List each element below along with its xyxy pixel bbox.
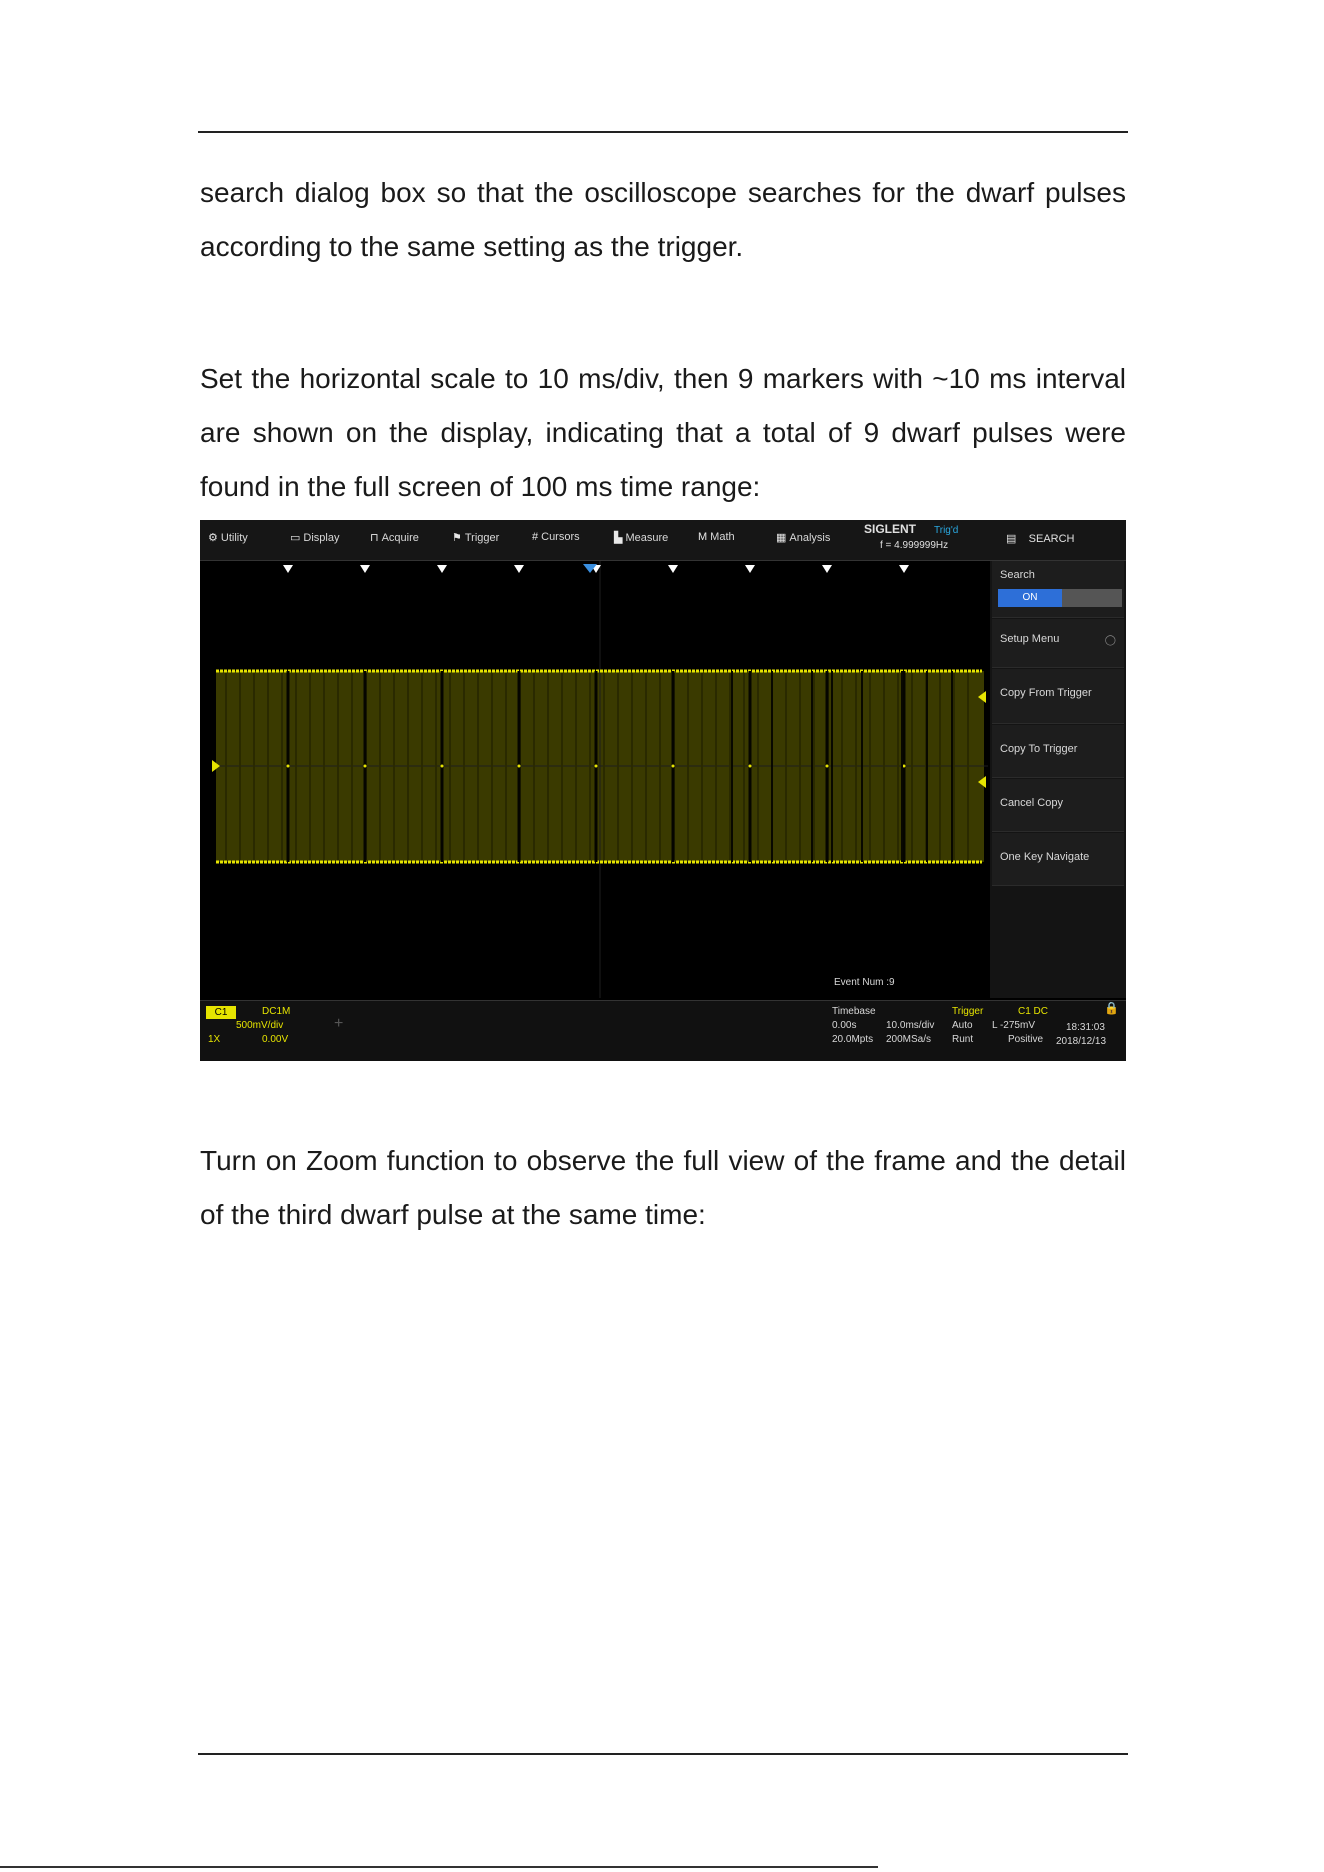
trigger-status: Trig'd [934,525,959,536]
menu-measure[interactable] [614,531,668,544]
channel-offset: 0.00V [262,1034,289,1045]
oscilloscope-screenshot [200,520,1126,1061]
page-bottom-line [0,1866,878,1868]
search-toggle-button[interactable] [992,561,1124,618]
dwarf-pulse-dot [826,765,829,768]
trigger-source: C1 DC [1018,1006,1049,1017]
menu-trigger[interactable] [452,531,499,544]
dwarf-pulse-dot [672,765,675,768]
clock-time: 18:31:03 [1066,1022,1105,1033]
dwarf-pulse-dot [749,765,752,768]
scope-status-bar [200,1000,1126,1061]
timebase-scale: 10.0ms/div [886,1020,935,1031]
menu-cursors-label: Cursors [541,531,580,543]
header-rule [198,131,1128,133]
search-panel-title [1006,532,1074,545]
menu-math-label: Math [710,531,735,543]
copy-to-trigger-label: Copy To Trigger [1000,743,1078,755]
setup-menu-label: Setup Menu [1000,633,1060,645]
menu-display[interactable] [290,531,339,544]
trigger-level: L -275mV [992,1020,1035,1031]
trigger-label: Trigger [952,1006,984,1017]
paragraph-3-line-1: Turn on Zoom function to observe the full view of the frame and the detail [200,1145,1126,1176]
dwarf-pulse-dot [364,765,367,768]
one-key-navigate-label: One Key Navigate [1000,851,1090,863]
search-marker-icon [437,565,447,573]
menu-trigger-label: Trigger [464,532,500,544]
menu-display-label: Display [303,532,340,544]
cursors-icon: # [532,531,539,543]
trigger-mode: Auto [952,1020,973,1031]
copy-from-trigger-label: Copy From Trigger [1000,687,1092,699]
search-marker-icon [283,565,293,573]
search-toggle-label: Search [1000,569,1035,581]
scope-top-menu-bar [200,520,1126,561]
timebase-memory: 20.0Mpts [832,1034,874,1045]
copy-from-trigger-button[interactable] [992,669,1124,724]
timebase-delay: 0.00s [832,1020,857,1031]
menu-acquire-label: Acquire [381,532,419,544]
paragraph-2 [200,352,1126,514]
search-side-menu [990,561,1126,998]
menu-measure-label: Measure [625,532,669,544]
knob-icon: ◯ [1104,635,1116,646]
paragraph-2-line-1: Set the horizontal scale to 10 ms/div, then 9 markers with ~10 ms interval [200,363,1126,394]
gear-icon: ⚙ [208,532,218,544]
channel-coupling: DC1M [262,1006,291,1017]
paragraph-1-line-1: search dialog box so that the oscilloscope searches for the dwarf pulses [200,177,1126,208]
search-marker-icon [822,565,832,573]
menu-analysis[interactable] [776,531,830,544]
channel-probe: 1X [208,1034,221,1045]
add-channel-icon[interactable]: + [334,1015,344,1032]
waveform-svg [212,561,988,998]
save-icon: ▤ [1006,533,1017,545]
menu-utility-label: Utility [220,532,248,544]
search-title-label: SEARCH [1028,533,1075,545]
brand-logo [864,522,994,536]
search-marker-icon [514,565,524,573]
analysis-icon: ▦ [776,532,787,544]
paragraph-1-line-2: according to the same setting as the trigger. [200,231,744,262]
dwarf-pulse-dot [595,765,598,768]
paragraph-2-line-2: are shown on the display, indicating that a total of 9 dwarf pulses were [200,417,1126,448]
search-on-state: ON [998,589,1062,607]
cancel-copy-button[interactable] [992,779,1124,832]
search-marker-icon [899,565,909,573]
clock-date: 2018/12/13 [1056,1036,1107,1047]
lock-icon: 🔒 [1104,1001,1119,1015]
paragraph-3 [200,1134,1126,1242]
menu-analysis-label: Analysis [789,532,831,544]
math-icon: M [698,531,708,543]
acquire-icon: ⊓ [370,532,379,544]
search-marker-icon [745,565,755,573]
cancel-copy-label: Cancel Copy [1000,797,1063,809]
paragraph-1 [200,166,1126,274]
menu-acquire[interactable] [370,531,419,544]
search-marker-icon [360,565,370,573]
setup-menu-button[interactable] [992,619,1124,668]
paragraph-2-line-3: found in the full screen of 100 ms time range: [200,471,761,502]
frequency-readout: f = 4.999999Hz [880,540,949,551]
brand-name: SIGLENT [864,522,917,536]
display-icon: ▭ [290,532,301,544]
channel-scale: 500mV/div [236,1020,284,1031]
waveform-display[interactable] [212,561,988,998]
search-marker-icon [668,565,678,573]
search-toggle[interactable] [998,589,1122,607]
paragraph-3-line-2: of the third dwarf pulse at the same time: [200,1199,706,1230]
dwarf-pulse-dot [287,765,290,768]
menu-math[interactable] [698,531,735,543]
trigger-type: Runt [952,1034,974,1045]
one-key-navigate-button[interactable] [992,833,1124,886]
footer-rule [198,1753,1128,1755]
channel-badge[interactable]: C1 [206,1006,236,1019]
dwarf-pulse-dot [441,765,444,768]
copy-to-trigger-button[interactable] [992,725,1124,778]
event-number: Event Num :9 [834,977,895,988]
timebase-sample-rate: 200MSa/s [886,1034,932,1045]
trigger-polarity: Positive [1008,1034,1044,1045]
menu-utility[interactable] [208,531,248,544]
flag-icon: ⚑ [452,532,462,544]
dwarf-pulse-dot [518,765,521,768]
measure-icon: ▙ [614,532,623,544]
timebase-label: Timebase [832,1006,876,1017]
menu-cursors[interactable] [532,531,580,543]
